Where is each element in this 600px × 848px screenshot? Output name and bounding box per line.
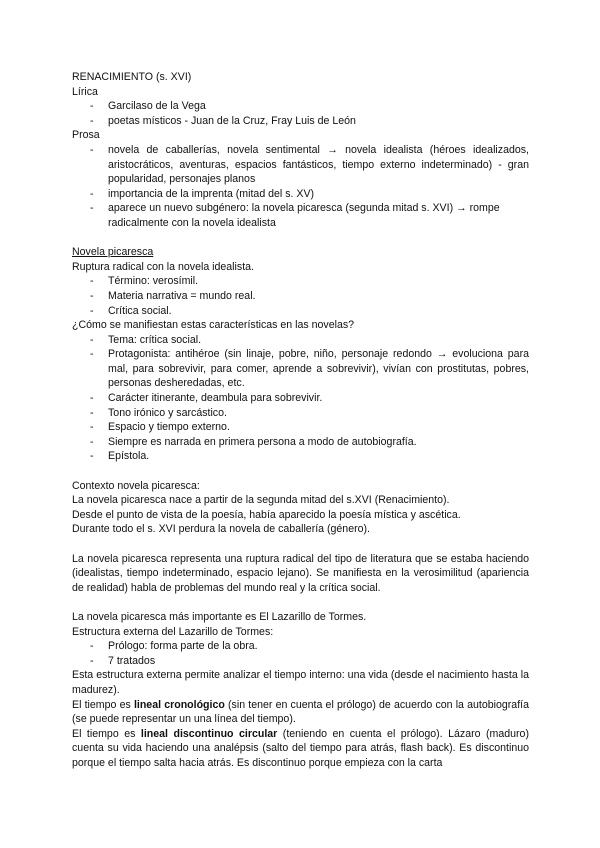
features-list [72, 333, 529, 464]
list-item: - Carácter itinerante, deambula para sobrevivir. [72, 391, 529, 406]
estructura-heading: Estructura externa del Lazarillo de Tormes: [72, 625, 274, 638]
contexto-heading: Contexto novela picaresca: [72, 479, 200, 492]
section-title: RENACIMIENTO (s. XVI) [72, 71, 192, 83]
list-item: - Epístola. [72, 449, 529, 464]
tiempo-interno-paragraph: Esta estructura externa permite analizar el tiempo interno: una vida (desde el nacimiento hasta la madurez). [72, 669, 529, 696]
term-lineal-discontinuo: lineal discontinuo circular [140, 727, 278, 740]
tiempo-discontinuo-paragraph: El tiempo es lineal discontinuo circular (teniendo en cuenta el prólogo). Lázaro (maduro) cuenta su vida haciendo una analépsis (salto del tiempo para atrás, flash back). Es discontinuo porque el tiempo salta hacia atrás. Es discontinuo porque empieza con la carta [72, 727, 529, 769]
lirica-heading: Lírica [72, 85, 98, 98]
prosa-list [72, 143, 529, 231]
list-item: - Materia narrativa = mundo real. [72, 289, 529, 304]
list-item: - Siempre es narrada en primera persona a modo de autobiografía. [72, 435, 529, 450]
list-item: - Prólogo: forma parte de la obra. [72, 639, 529, 654]
lirica-list [72, 99, 529, 128]
estructura-list [72, 639, 529, 668]
list-item: - aparece un nuevo subgénero: la novela picaresca (segunda mitad s. XVI) → rompe radicalmente con la novela idealista [72, 201, 529, 230]
contexto-line: La novela picaresca nace a partir de la segunda mitad del s.XVI (Renacimiento). [72, 494, 450, 507]
list-item: - novela de caballerías, novela sentimental → novela idealista (héroes idealizados, aristocráticos, aventuras, espacios fantásticos, tiempo externo indeterminado) - gran popularidad, personajes planos [72, 143, 529, 187]
ruptura-paragraph: La novela picaresca representa una ruptura radical del tipo de literatura que se estaba haciendo (idealistas, tiempo indeterminado, espacio lejano). Se manifiesta en la verosimilitud (apariencia de realidad) habla de problemas del mundo real y la crítica social. [72, 552, 529, 594]
term-lineal-cronologico: lineal cronológico [133, 698, 225, 711]
lazarillo-intro: La novela picaresca más importante es El Lazarillo de Tormes. [72, 610, 367, 623]
list-item: - 7 tratados [72, 654, 529, 669]
contexto-line: Desde el punto de vista de la poesía, había aparecido la poesía mística y ascética. [72, 508, 461, 521]
list-item: - Tono irónico y sarcástico. [72, 406, 529, 421]
list-item: - poetas místicos - Juan de la Cruz, Fray Luis de León [72, 114, 529, 129]
list-item: - Protagonista: antihéroe (sin linaje, pobre, niño, personaje redondo → evoluciona para mal, para sobrevivir, para comer, aprende a sobrevivir), vivían con prostitutas, pobres, personas desheredadas, etc. [72, 347, 529, 391]
list-item: - Término: verosímil. [72, 274, 529, 289]
list-item: - Crítica social. [72, 304, 529, 319]
list-item: - importancia de la imprenta (mitad del s. XV) [72, 187, 529, 202]
list-item: - Espacio y tiempo externo. [72, 420, 529, 435]
list-item: - Garcilaso de la Vega [72, 99, 529, 114]
prosa-heading: Prosa [72, 129, 100, 142]
document-page [72, 70, 529, 771]
tiempo-lineal-paragraph: El tiempo es lineal cronológico (sin tener en cuenta el prólogo) de acuerdo con la autobiografía (se puede representar un una línea del tiempo). [72, 698, 529, 726]
picaresca-list [72, 274, 529, 318]
picaresca-question: ¿Cómo se manifiestan estas características en las novelas? [72, 319, 355, 332]
contexto-line: Durante todo el s. XVI perdura la novela de caballería (género). [72, 523, 370, 536]
picaresca-intro: Ruptura radical con la novela idealista. [72, 260, 254, 273]
picaresca-heading: Novela picaresca [72, 246, 154, 259]
list-item: - Tema: crítica social. [72, 333, 529, 348]
